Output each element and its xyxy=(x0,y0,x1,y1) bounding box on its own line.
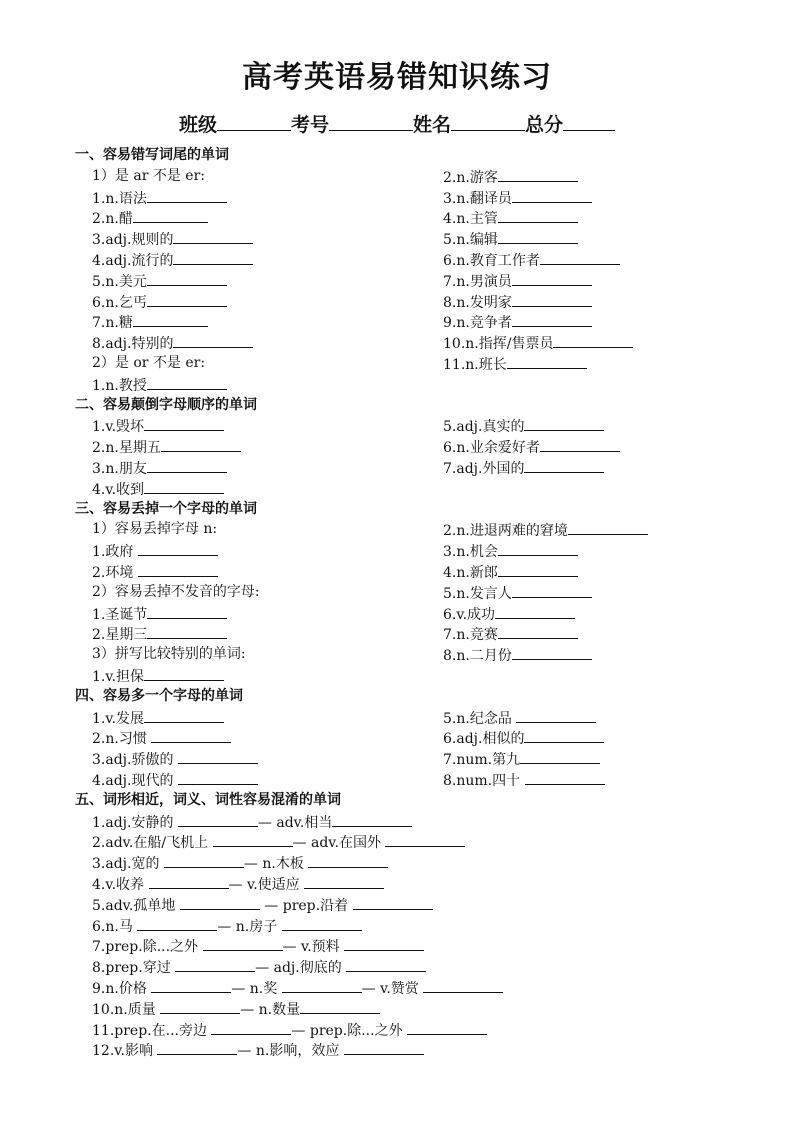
comparison-row xyxy=(92,956,426,976)
question-text: 3.n.机会 xyxy=(443,544,498,561)
answer-blank[interactable] xyxy=(344,935,424,951)
answer-blank[interactable] xyxy=(512,291,592,307)
subsection-label xyxy=(92,353,205,373)
answer-blank[interactable] xyxy=(137,915,217,931)
answer-blank[interactable] xyxy=(498,623,578,639)
question-item xyxy=(443,249,620,269)
question-text: 12.v.影响 xyxy=(92,1043,158,1060)
answer-blank[interactable] xyxy=(512,270,592,286)
question-text: 1.圣诞节 xyxy=(92,606,148,623)
question-text: 6.n.业余爱好者 xyxy=(443,440,540,457)
question-item xyxy=(443,561,578,581)
answer-blank[interactable] xyxy=(540,436,620,452)
answer-blank[interactable] xyxy=(344,1039,424,1055)
question-item xyxy=(92,311,208,331)
answer-blank[interactable] xyxy=(164,852,244,868)
question-text: 2.n.习惯 xyxy=(92,731,152,748)
question-item xyxy=(92,769,258,789)
question-item xyxy=(92,436,241,456)
question-item xyxy=(443,228,578,248)
name-label: 姓名 xyxy=(413,114,452,136)
question-item xyxy=(443,707,596,727)
answer-blank[interactable] xyxy=(161,436,241,452)
question-text: 11.n.班长 xyxy=(443,357,507,373)
answer-blank[interactable] xyxy=(524,457,604,473)
question-text: 2）容易丢掉不发音的字母: xyxy=(92,583,260,600)
comparison-row xyxy=(92,1039,424,1059)
class-label: 班级 xyxy=(178,114,217,136)
question-text: 2.n.游客 xyxy=(443,169,498,186)
question-text: — adv.在国外 xyxy=(292,835,386,852)
comparison-row xyxy=(92,977,503,997)
question-text: 7.n.男演员 xyxy=(443,273,512,290)
question-item xyxy=(443,166,578,186)
question-text: 1）是 ar 不是 er: xyxy=(92,167,205,184)
question-text: 10.n.指挥/售票员 xyxy=(443,336,554,353)
answer-blank[interactable] xyxy=(147,291,227,307)
question-item xyxy=(443,187,592,207)
answer-blank[interactable] xyxy=(304,873,384,889)
question-item xyxy=(443,415,604,435)
question-text: 8.n.发明家 xyxy=(443,294,512,311)
comparison-row xyxy=(92,852,388,872)
answer-blank[interactable] xyxy=(144,478,224,494)
question-text: 5.n.编辑 xyxy=(443,232,498,249)
question-item xyxy=(443,727,604,747)
answer-blank[interactable] xyxy=(346,956,426,972)
question-text: 7.prep.除...之外 xyxy=(92,939,203,956)
question-text: 3.adj.宽的 xyxy=(92,856,164,873)
question-text: 6.n.马 xyxy=(92,918,138,935)
answer-blank[interactable] xyxy=(173,332,253,348)
answer-blank[interactable] xyxy=(144,415,224,431)
score-label: 总分 xyxy=(525,114,564,136)
question-text: 5.adj.真实的 xyxy=(443,419,525,436)
question-text: — v.预料 xyxy=(282,939,345,956)
comparison-row xyxy=(92,935,424,955)
answer-blank[interactable] xyxy=(149,873,229,889)
question-text: 4.v.收养 xyxy=(92,877,149,893)
question-item xyxy=(92,332,253,352)
section-heading: 五、词形相近，词义、词性容易混淆的单词 xyxy=(75,791,341,808)
answer-blank[interactable] xyxy=(133,311,208,327)
answer-blank[interactable] xyxy=(147,457,227,473)
question-item xyxy=(92,561,218,581)
question-item xyxy=(443,270,592,290)
question-item xyxy=(92,457,227,477)
comparison-row xyxy=(92,915,362,935)
answer-blank[interactable] xyxy=(144,665,224,681)
question-item xyxy=(443,540,578,560)
question-item xyxy=(92,665,224,685)
answer-blank[interactable] xyxy=(498,228,578,244)
answer-blank[interactable] xyxy=(512,311,592,327)
question-item xyxy=(92,707,224,727)
question-text: 2）是 or 不是 er: xyxy=(92,355,206,371)
answer-blank[interactable] xyxy=(332,811,412,827)
question-item xyxy=(92,374,227,394)
question-text: 8.prep.穿过 xyxy=(92,960,176,977)
question-text: 1.adj.安静的 xyxy=(92,814,178,831)
answer-blank[interactable] xyxy=(211,1019,291,1035)
question-item xyxy=(443,623,578,643)
answer-blank[interactable] xyxy=(151,977,231,993)
question-text: 9.n.竞争者 xyxy=(443,315,512,332)
question-item xyxy=(443,353,587,373)
question-text: — n.木板 xyxy=(243,856,309,873)
answer-blank[interactable] xyxy=(180,894,260,910)
question-item xyxy=(92,270,227,290)
answer-blank[interactable] xyxy=(540,249,620,265)
question-text: 4.n.新郎 xyxy=(443,565,498,581)
question-item xyxy=(443,519,648,539)
question-item xyxy=(92,249,253,269)
question-text: 2.环境 xyxy=(92,565,138,581)
question-text: 5.adv.孤单地 xyxy=(92,897,180,914)
answer-blank[interactable] xyxy=(282,977,362,993)
answer-blank[interactable] xyxy=(147,603,227,619)
answer-blank[interactable] xyxy=(353,894,433,910)
question-text: 3.n.翻译员 xyxy=(443,190,512,207)
answer-blank[interactable] xyxy=(308,852,388,868)
section-heading: 四、容易多一个字母的单词 xyxy=(75,687,243,704)
question-item xyxy=(443,291,592,311)
answer-blank[interactable] xyxy=(178,748,258,764)
question-item xyxy=(443,436,620,456)
answer-blank[interactable] xyxy=(512,187,592,203)
question-text: 5.n.发言人 xyxy=(443,585,512,602)
question-text: — v.赞赏 xyxy=(361,981,424,997)
answer-blank[interactable] xyxy=(520,748,600,764)
question-text: 7.num.第九 xyxy=(443,752,521,769)
question-item xyxy=(443,644,592,664)
answer-blank[interactable] xyxy=(516,707,596,723)
question-text: 1）容易丢掉字母 n: xyxy=(92,521,218,538)
question-text: 7.n.竞赛 xyxy=(443,627,498,644)
question-item xyxy=(92,291,227,311)
answer-blank[interactable] xyxy=(151,727,231,743)
answer-blank[interactable] xyxy=(147,270,227,286)
answer-blank[interactable] xyxy=(178,811,258,827)
comparison-row xyxy=(92,811,412,831)
question-text: 2.adv.在船/飞机上 xyxy=(92,835,213,852)
answer-blank[interactable] xyxy=(144,707,224,723)
answer-blank[interactable] xyxy=(138,561,218,577)
answer-blank[interactable] xyxy=(157,1039,237,1055)
subsection-label xyxy=(92,519,217,539)
question-text: 4.n.主管 xyxy=(443,211,498,228)
answer-blank[interactable] xyxy=(525,769,605,785)
question-text: 2.n.进退两难的窘境 xyxy=(443,523,568,540)
question-text: — n.房子 xyxy=(217,918,282,935)
question-item xyxy=(443,457,604,477)
subsection-label xyxy=(92,166,205,186)
question-text: 1.v.发展 xyxy=(92,710,145,727)
question-text: 8.adj.特别的 xyxy=(92,336,174,353)
answer-blank[interactable] xyxy=(553,332,633,348)
answer-blank[interactable] xyxy=(133,207,208,223)
answer-blank[interactable] xyxy=(147,623,227,639)
question-item xyxy=(443,582,592,602)
answer-blank[interactable] xyxy=(512,582,592,598)
question-item xyxy=(92,228,253,248)
question-text: 4.adj.流行的 xyxy=(92,253,174,269)
question-text: 2.n.醋 xyxy=(92,211,133,228)
question-text: 5.n.纪念品 xyxy=(443,710,517,727)
question-text: 1.v.担保 xyxy=(92,669,145,685)
answer-blank[interactable] xyxy=(498,540,578,556)
question-item xyxy=(92,415,224,435)
question-text: 5.n.美元 xyxy=(92,273,147,290)
question-item xyxy=(92,603,227,623)
question-text: — v.使适应 xyxy=(228,877,305,893)
question-text: — adj.彻底的 xyxy=(255,960,347,977)
question-item xyxy=(92,540,218,560)
section-heading: 三、容易丢掉一个字母的单词 xyxy=(75,500,257,517)
subsection-label xyxy=(92,644,246,664)
answer-blank[interactable] xyxy=(498,561,578,577)
question-text: 11.prep.在...旁边 xyxy=(92,1022,212,1039)
answer-blank[interactable] xyxy=(175,956,255,972)
answer-blank[interactable] xyxy=(495,603,575,619)
answer-blank[interactable] xyxy=(213,831,293,847)
answer-blank[interactable] xyxy=(160,998,240,1014)
question-item xyxy=(92,478,224,498)
question-item xyxy=(443,748,600,768)
question-text: 2.星期三 xyxy=(92,627,148,644)
question-item xyxy=(92,187,227,207)
section-heading: 二、容易颠倒字母顺序的单词 xyxy=(75,396,257,413)
question-text: 6.v.成功 xyxy=(443,606,496,623)
answer-blank[interactable] xyxy=(203,935,283,951)
answer-blank[interactable] xyxy=(524,415,604,431)
answer-blank[interactable] xyxy=(524,727,604,743)
question-text: 10.n.质量 xyxy=(92,1001,161,1018)
answer-blank[interactable] xyxy=(498,207,578,223)
answer-blank[interactable] xyxy=(147,374,227,390)
question-text: 4.adj.现代的 xyxy=(92,773,178,789)
answer-blank[interactable] xyxy=(300,998,380,1014)
answer-blank[interactable] xyxy=(385,831,465,847)
number-label: 考号 xyxy=(290,114,329,136)
comparison-row xyxy=(92,998,380,1018)
answer-blank[interactable] xyxy=(512,644,592,660)
comparison-row xyxy=(92,1019,487,1039)
question-item xyxy=(443,207,578,227)
question-item xyxy=(443,332,633,352)
question-item xyxy=(443,311,592,331)
comparison-row xyxy=(92,873,384,893)
question-item xyxy=(92,623,227,643)
question-text: 1.n.教授 xyxy=(92,377,147,394)
question-text: 3.adj.骄傲的 xyxy=(92,752,178,769)
question-text: 8.n.二月份 xyxy=(443,648,512,665)
question-text: — adv.相当 xyxy=(257,814,333,831)
answer-blank[interactable] xyxy=(423,977,503,993)
question-text: 1.n.语法 xyxy=(92,190,147,207)
question-item xyxy=(92,727,231,747)
answer-blank[interactable] xyxy=(173,249,253,265)
question-text: 3.n.朋友 xyxy=(92,461,147,477)
question-text: 8.num.四十 xyxy=(443,773,525,789)
section-heading: 一、容易错写词尾的单词 xyxy=(75,147,229,163)
question-text: 1.政府 xyxy=(92,544,138,561)
answer-blank[interactable] xyxy=(178,769,258,785)
question-text: — n.数量 xyxy=(240,1001,301,1018)
answer-blank[interactable] xyxy=(138,540,218,556)
question-text: — prep.除...之外 xyxy=(291,1022,408,1039)
question-text: 6.n.教育工作者 xyxy=(443,253,540,269)
question-text: 7.n.糖 xyxy=(92,315,133,332)
comparison-row xyxy=(92,831,465,851)
question-text: — prep.沿着 xyxy=(259,897,353,914)
answer-blank[interactable] xyxy=(173,228,253,244)
answer-blank[interactable] xyxy=(147,187,227,203)
question-text: 6.n.乞丐 xyxy=(92,294,147,311)
question-item xyxy=(443,769,605,789)
question-text: 6.adj.相似的 xyxy=(443,731,525,748)
answer-blank[interactable] xyxy=(568,519,648,535)
question-text: 4.v.收到 xyxy=(92,481,145,498)
question-text: — n.影响，效应 xyxy=(237,1043,344,1060)
question-text: — n.奖 xyxy=(231,981,282,997)
question-text: 2.n.星期五 xyxy=(92,440,161,457)
subsection-label xyxy=(92,582,260,602)
comparison-row xyxy=(92,894,433,914)
question-item xyxy=(92,748,258,768)
answer-blank[interactable] xyxy=(407,1019,487,1035)
question-text: 3）拼写比较特别的单词: xyxy=(92,646,246,663)
answer-blank[interactable] xyxy=(282,915,362,931)
question-text: 3.adj.规则的 xyxy=(92,232,174,249)
question-text: 9.n.价格 xyxy=(92,981,152,997)
answer-blank[interactable] xyxy=(507,353,587,369)
question-item xyxy=(443,603,575,623)
page-title: 高考英语易错知识练习 xyxy=(242,60,552,95)
question-text: 7.adj.外国的 xyxy=(443,461,525,477)
question-text: 1.v.毁坏 xyxy=(92,419,145,436)
answer-blank[interactable] xyxy=(498,166,578,182)
question-item xyxy=(92,207,208,227)
